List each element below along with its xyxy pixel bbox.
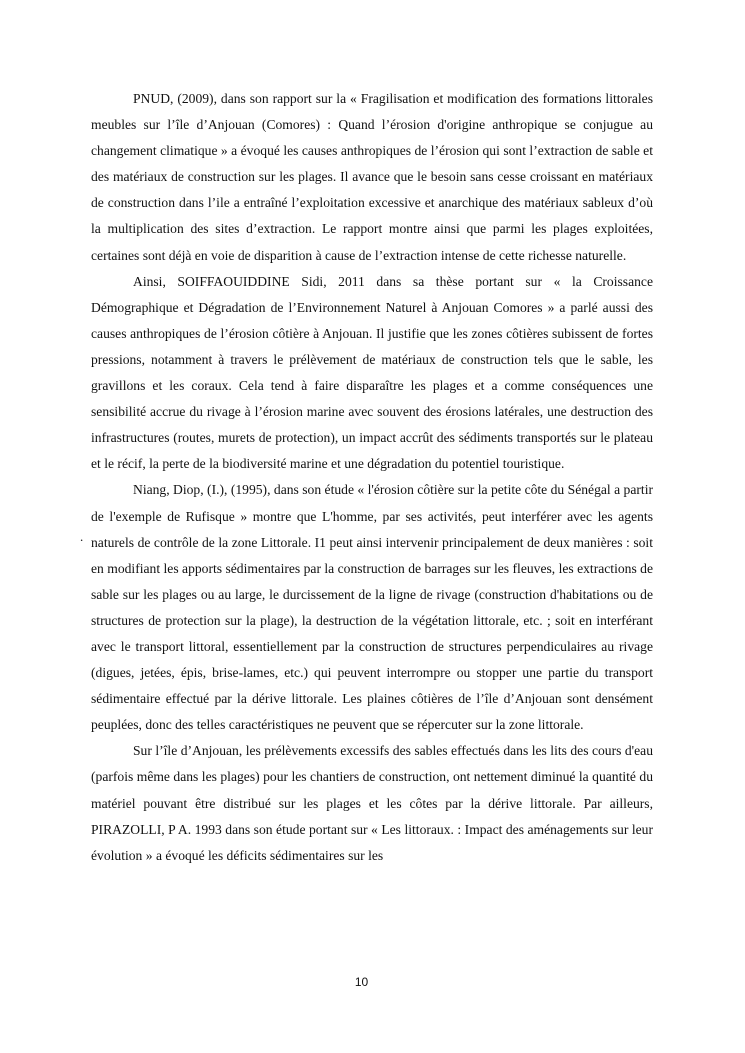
paragraph-niang-diop: Niang, Diop, (I.), (1995), dans son étude « l'érosion côtière sur la petite côte du Sénégal a partir de l'exemple de Rufisque » montre que L'homme, par ses activités, peut interférer avec les agents naturels de contrôle de la zone Littorale. I1 peut ainsi intervenir principalement de deux manières : soit en modifiant les apports sédimentaires par la construction de barrages sur les fleuves, les extractions de sable sur les plages ou au large, le durcissement de la ligne de rivage (construction d'habitations ou de structures de protection sur la plage), la destruction de la végétation littorale, etc. ; soit en interférant avec le transport littoral, essentiellement par la construction de structures perpendiculaires au rivage (digues, jetées, épis, brise-lames, etc.) qui peuvent interrompre ou stopper une partie du transport sédimentaire effectué par la dérive littorale. Les plaines côtières de l’île d’Anjouan sont densément peuplées, donc des telles caractéristiques ne peuvent que se répercuter sur la zone littorale. (91, 482, 653, 733)
body-text (91, 86, 653, 869)
stray-mark: . (80, 529, 84, 544)
page-number: 10 (354, 975, 369, 989)
paragraph-anjouan-sables: Sur l’île d’Anjouan, les prélèvements excessifs des sables effectués dans les lits des cours d'eau (parfois même dans les plages) pour les chantiers de construction, ont nettement diminué la quantité du matériel pouvant être distribué sur les plages et les côtes par la dérive littorale. Par ailleurs, PIRAZOLLI, P A. 1993 dans son étude portant sur « Les littoraux. : Impact des aménagements sur leur évolution » a évoqué les déficits sédimentaires sur les (91, 743, 653, 863)
paragraph-pnud: PNUD, (2009), dans son rapport sur la « Fragilisation et modification des formations littorales meubles sur l’île d’Anjouan (Comores) : Quand l’érosion d'origine anthropique se conjugue au changement climatique » a évoqué les causes anthropiques de l’érosion qui sont l’extraction de sable et des matériaux de construction sur les plages. Il avance que le besoin sans cesse croissant en matériaux de construction dans l’ile a entraîné l’exploitation excessive et anarchique des matériaux sableux d’où la multiplication des sites d’extraction. Le rapport montre ainsi que parmi les plages exploitées, certaines sont déjà en voie de disparition à cause de l’extraction intense de cette richesse naturelle. (91, 91, 653, 263)
paragraph-soiffaouiddine: Ainsi, SOIFFAOUIDDINE Sidi, 2011 dans sa thèse portant sur « la Croissance Démographique et Dégradation de l’Environnement Naturel à Anjouan Comores » a parlé aussi des causes anthropiques de l’érosion côtière à Anjouan. Il justifie que les zones côtières subissent de fortes pressions, notamment à travers le prélèvement de matériaux de construction tels que le sable, les gravillons et les coraux. Cela tend à faire disparaître les plages et a comme conséquences une sensibilité accrue du rivage à l’érosion marine avec souvent des érosions latérales, une destruction des infrastructures (routes, murets de protection), un impact accrût des sédiments transportés sur le plateau et le récif, la perte de la biodiversité marine et une dégradation du potentiel touristique. (91, 273, 653, 472)
